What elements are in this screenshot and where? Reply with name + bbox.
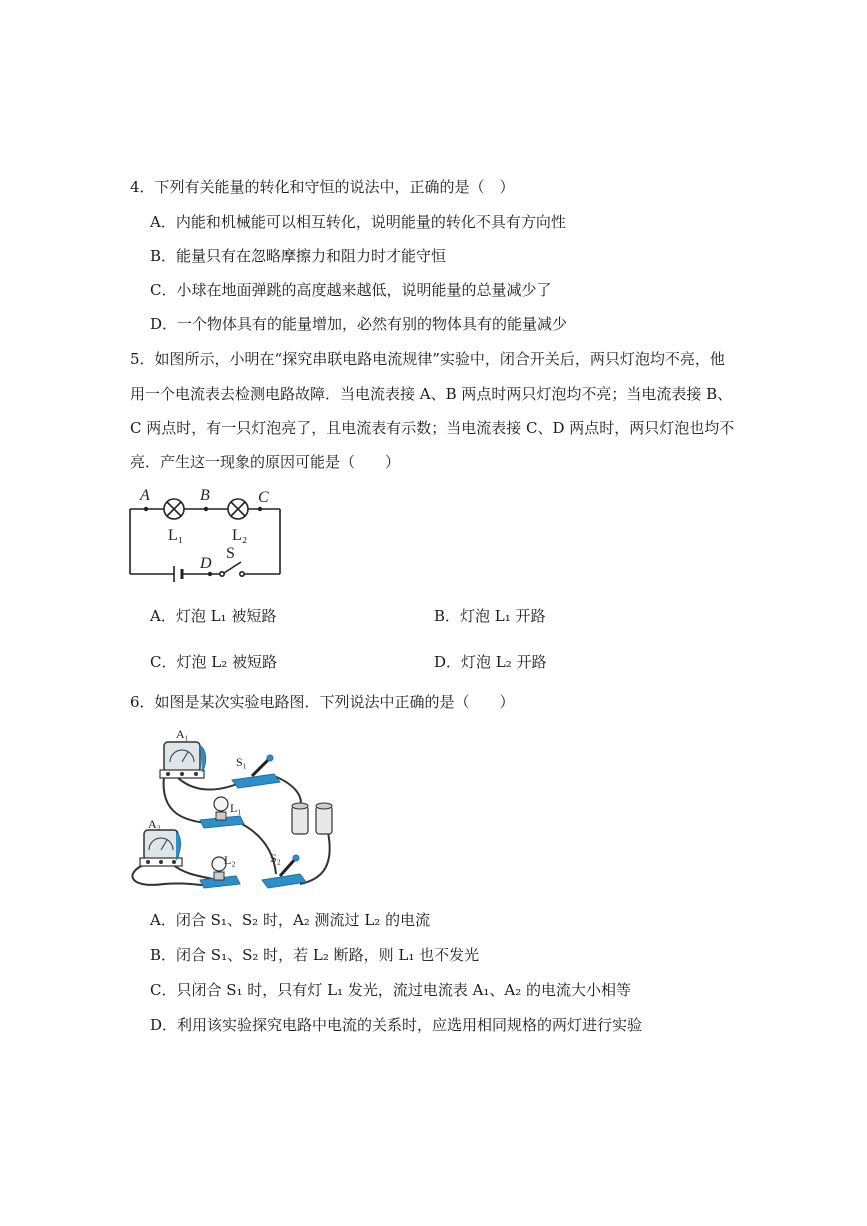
lamp-label-l1: L₁ bbox=[168, 527, 184, 544]
question-5-option-a: A．灯泡 L₁ 被短路 bbox=[150, 607, 277, 625]
switch-s-icon bbox=[220, 562, 244, 576]
figure-label-l1: L₁ bbox=[230, 801, 242, 815]
experiment-circuit-figure bbox=[124, 724, 354, 896]
lamp-l2-icon bbox=[228, 499, 248, 519]
node-label-c: C bbox=[258, 489, 269, 506]
question-6-option-a: A．闭合 S₁、S₂ 时，A₂ 测流过 L₂ 的电流 bbox=[150, 911, 431, 929]
lamp-l1-icon bbox=[164, 499, 184, 519]
series-circuit-diagram bbox=[120, 482, 300, 588]
node-label-a: A bbox=[140, 487, 150, 504]
question-4-option-d: D．一个物体具有的能量增加，必然有别的物体具有的能量减少 bbox=[150, 315, 568, 333]
question-5-stem-line-1: 5．如图所示，小明在“探究串联电路电流规律”实验中，闭合开关后，两只灯泡均不亮，他 bbox=[130, 350, 725, 368]
battery-icon bbox=[174, 566, 182, 582]
figure-label-a1: A₁ bbox=[176, 727, 189, 741]
figure-label-s1: S₁ bbox=[236, 755, 247, 769]
node-label-d: D bbox=[200, 555, 212, 572]
question-5-option-c: C．灯泡 L₂ 被短路 bbox=[150, 653, 277, 671]
question-6-option-d: D．利用该实验探究电路中电流的关系时，应选用相同规格的两灯进行实验 bbox=[150, 1016, 643, 1034]
question-5-stem-line-4: 亮．产生这一现象的原因可能是（ ） bbox=[130, 453, 401, 471]
ammeter-a1-icon bbox=[160, 742, 206, 778]
lamp-label-l2: L₂ bbox=[232, 527, 248, 544]
question-5-stem-line-2: 用一个电流表去检测电路故障．当电流表接 A、B 两点时两只灯泡均不亮；当电流表接 B、 bbox=[130, 385, 733, 403]
question-6-option-b: B．闭合 S₁、S₂ 时，若 L₂ 断路，则 L₁ 也不发光 bbox=[150, 946, 480, 964]
figure-label-a2: A₂ bbox=[148, 817, 161, 831]
switch-s2-icon bbox=[262, 855, 306, 888]
question-5-option-b: B．灯泡 L₁ 开路 bbox=[434, 607, 546, 625]
question-6-option-c: C．只闭合 S₁ 时，只有灯 L₁ 发光，流过电流表 A₁、A₂ 的电流大小相等 bbox=[150, 981, 632, 999]
question-4-option-a: A．内能和机械能可以相互转化，说明能量的转化不具有方向性 bbox=[150, 213, 566, 231]
question-4-option-b: B．能量只有在忽略摩擦力和阻力时才能守恒 bbox=[150, 247, 447, 265]
battery-pack-icon bbox=[292, 803, 332, 834]
figure-label-l2: L₂ bbox=[224, 853, 236, 867]
figure-label-s2: S₂ bbox=[270, 851, 281, 865]
node-label-b: B bbox=[200, 487, 210, 504]
question-5-option-d: D．灯泡 L₂ 开路 bbox=[434, 653, 547, 671]
question-5-stem-line-3: C 两点时，有一只灯泡亮了，且电流表有示数；当电流表接 C、D 两点时，两只灯泡也均不 bbox=[130, 419, 735, 437]
switch-label-s: S bbox=[226, 545, 235, 562]
question-4-option-c: C．小球在地面弹跳的高度越来越低，说明能量的总量减少了 bbox=[150, 281, 552, 299]
ammeter-a2-icon bbox=[140, 830, 182, 866]
question-6-stem: 6．如图是某次实验电路图．下列说法中正确的是（ ） bbox=[130, 693, 515, 711]
question-4-stem: 4．下列有关能量的转化和守恒的说法中，正确的是（ ） bbox=[130, 178, 515, 196]
